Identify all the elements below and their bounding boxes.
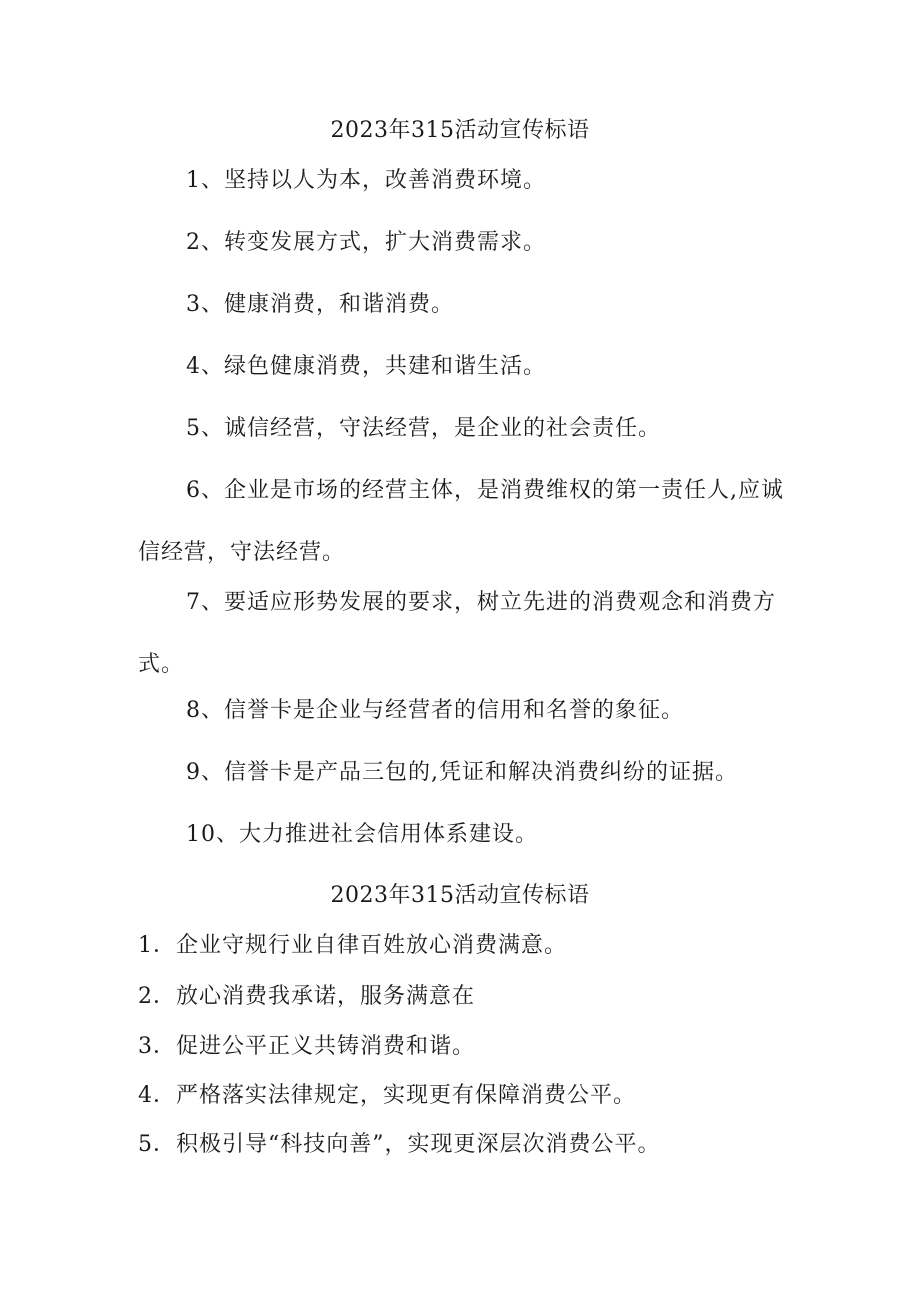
section1-slogan-8: 8、信誉卡是企业与经营者的信用和名誉的象征。 bbox=[186, 698, 684, 723]
section2-slogan-3: 3．促进公平正义共铸消费和谐。 bbox=[138, 1034, 475, 1059]
section2-slogan-1: 1．企业守规行业自律百姓放心消费满意。 bbox=[138, 933, 567, 958]
section1-slogan-5: 5、诚信经营，守法经营，是企业的社会责任。 bbox=[186, 416, 661, 441]
section1-slogan-10: 10、大力推进社会信用体系建设。 bbox=[186, 822, 538, 847]
section1-slogan-9: 9、信誉卡是产品三包的,凭证和解决消费纠纷的证据。 bbox=[186, 760, 738, 785]
section1-slogan-6: 6、企业是市场的经营主体，是消费维权的第一责任人,应诚信经营，守法经营。 bbox=[138, 478, 784, 565]
section2-slogan-2: 2．放心消费我承诺，服务满意在 bbox=[138, 984, 475, 1009]
section2-slogan-4: 4．严格落实法律规定，实现更有保障消费公平。 bbox=[138, 1083, 636, 1108]
section1-slogan-1: 1、坚持以人为本，改善消费环境。 bbox=[186, 168, 546, 193]
section2-title: 2023年315活动宣传标语 bbox=[330, 883, 590, 908]
section1-slogan-2: 2、转变发展方式，扩大消费需求。 bbox=[186, 230, 546, 255]
section1-title: 2023年315活动宣传标语 bbox=[330, 118, 590, 143]
section1-slogan-4: 4、绿色健康消费，共建和谐生活。 bbox=[186, 354, 546, 379]
section1-slogan-3: 3、健康消费，和谐消费。 bbox=[186, 292, 454, 317]
section1-slogan-7: 7、要适应形势发展的要求，树立先进的消费观念和消费方式。 bbox=[138, 590, 776, 677]
section2-slogan-5: 5．积极引导“科技向善”，实现更深层次消费公平。 bbox=[138, 1132, 661, 1157]
